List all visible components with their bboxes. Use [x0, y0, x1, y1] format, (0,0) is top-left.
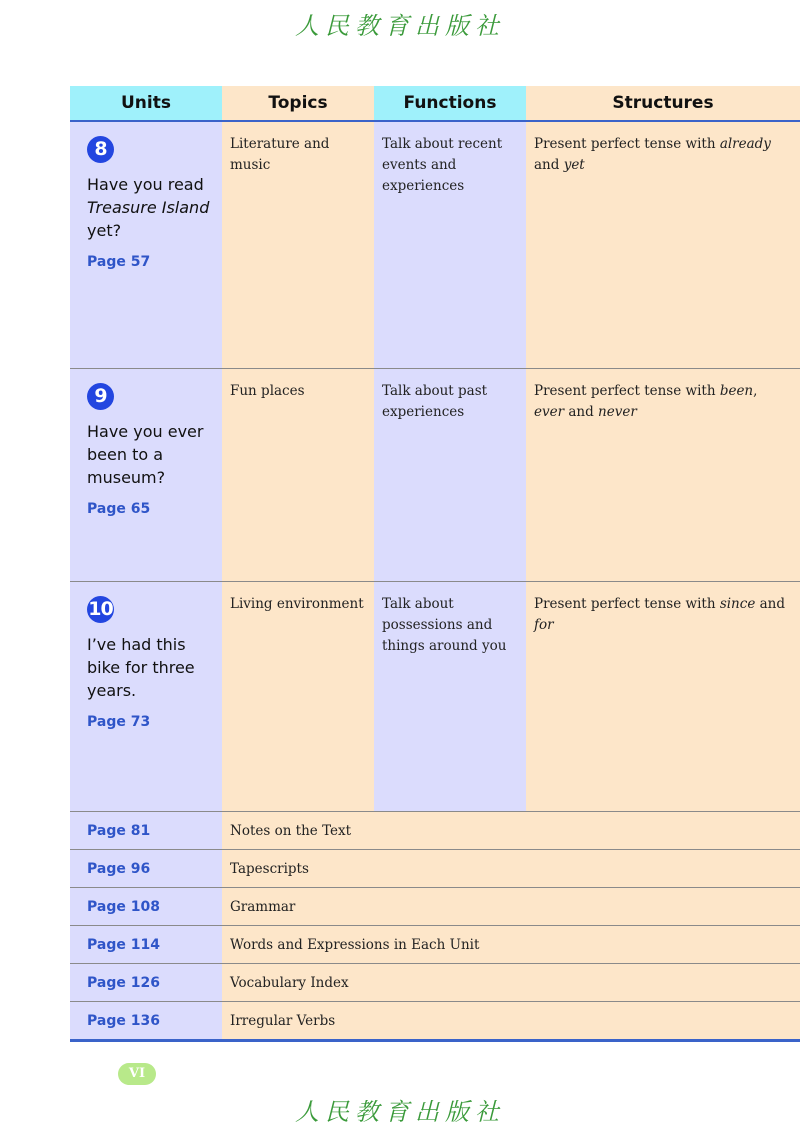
topics-cell — [222, 582, 374, 812]
appendix-description: Grammar — [222, 888, 800, 926]
header-structures: Structures — [526, 86, 800, 121]
appendix-description: Notes on the Text — [222, 812, 800, 850]
unit-number-badge: 9 — [87, 383, 114, 410]
structures-cell — [526, 369, 800, 582]
structures-italic: since — [719, 596, 756, 612]
appendix-page-link[interactable]: Page 136 — [70, 1002, 222, 1041]
appendix-description: Irregular Verbs — [222, 1002, 800, 1041]
functions-text: Talk about recent events and experiences — [382, 136, 503, 194]
structures-part: , — [753, 383, 758, 399]
structures-italic: already — [719, 136, 771, 152]
unit-title: I’ve had this bike for three years. — [87, 635, 195, 700]
structures-italic: ever — [534, 404, 565, 420]
unit-cell — [70, 121, 222, 369]
unit-title: Have you ever been to a museum? — [87, 422, 204, 487]
unit-number-badge: 8 — [87, 136, 114, 163]
publisher-logo-top: 人民教育出版社 — [295, 12, 505, 40]
functions-cell — [374, 369, 526, 582]
contents-table — [70, 86, 800, 1042]
publisher-logo-bottom: 人民教育出版社 — [295, 1098, 505, 1126]
functions-text: Talk about past experiences — [382, 383, 488, 420]
structures-cell — [526, 582, 800, 812]
structures-italic: yet — [563, 157, 585, 173]
unit-title-part: Have you read — [87, 175, 204, 194]
unit-title-italic: Treasure Island — [87, 198, 210, 217]
header-units: Units — [70, 86, 222, 121]
header-functions: Functions — [374, 86, 526, 121]
unit-page-link[interactable]: Page 73 — [87, 714, 151, 730]
appendix-row — [70, 812, 800, 850]
unit-row-10 — [70, 582, 800, 812]
topics-text: Literature and music — [230, 136, 330, 173]
structures-part: Present perfect tense with — [534, 383, 720, 399]
topics-cell — [222, 121, 374, 369]
appendix-row — [70, 888, 800, 926]
unit-title-part: yet? — [87, 221, 122, 240]
unit-number-badge: 10 — [87, 596, 114, 623]
appendix-row — [70, 1002, 800, 1041]
header-topics: Topics — [222, 86, 374, 121]
structures-part: and — [534, 157, 564, 173]
structures-part: Present perfect tense with — [534, 136, 720, 152]
appendix-row — [70, 964, 800, 1002]
structures-italic: for — [534, 617, 554, 633]
structures-part: and — [564, 404, 599, 420]
structures-text — [526, 369, 800, 423]
topics-cell — [222, 369, 374, 582]
unit-page-link[interactable]: Page 65 — [87, 501, 151, 517]
unit-title — [87, 173, 212, 242]
appendix-page-link[interactable]: Page 126 — [70, 964, 222, 1002]
appendix-row — [70, 850, 800, 888]
structures-italic: never — [598, 404, 637, 420]
appendix-description: Tapescripts — [222, 850, 800, 888]
appendix-description: Words and Expressions in Each Unit — [222, 926, 800, 964]
structures-cell — [526, 121, 800, 369]
structures-part: Present perfect tense with — [534, 596, 720, 612]
structures-italic: been — [719, 383, 754, 399]
topics-text: Living environment — [230, 596, 364, 612]
appendix-page-link[interactable]: Page 114 — [70, 926, 222, 964]
unit-row-9 — [70, 369, 800, 582]
unit-cell — [70, 369, 222, 582]
functions-cell — [374, 121, 526, 369]
appendix-page-link[interactable]: Page 81 — [70, 812, 222, 850]
structures-text — [526, 582, 800, 636]
appendix-row — [70, 926, 800, 964]
appendix-description: Vocabulary Index — [222, 964, 800, 1002]
header-row — [70, 86, 800, 121]
page-number-badge: VI — [118, 1063, 156, 1085]
unit-page-link[interactable]: Page 57 — [87, 254, 151, 270]
structures-text — [526, 122, 800, 176]
unit-cell — [70, 582, 222, 812]
functions-text: Talk about possessions and things around you — [382, 596, 507, 654]
appendix-page-link[interactable]: Page 96 — [70, 850, 222, 888]
appendix-page-link[interactable]: Page 108 — [70, 888, 222, 926]
functions-cell — [374, 582, 526, 812]
unit-row-8 — [70, 121, 800, 369]
structures-part: and — [755, 596, 785, 612]
topics-text: Fun places — [230, 383, 305, 399]
